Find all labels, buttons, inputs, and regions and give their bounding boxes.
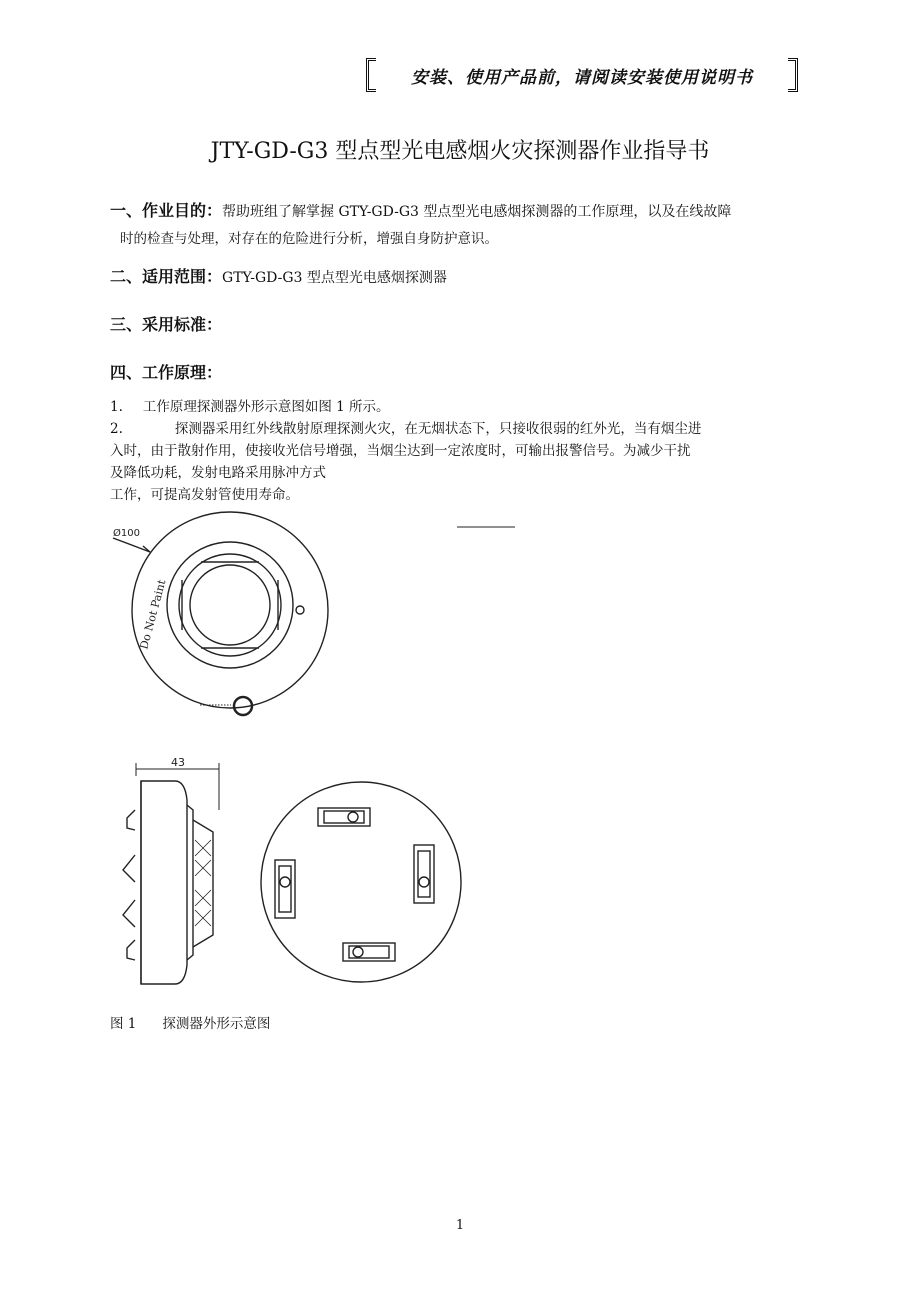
- diameter-label: Ø100: [113, 528, 140, 539]
- figure-caption-num: 图 1: [110, 1016, 137, 1032]
- principle-item-1-text: 工作原理探测器外形示意图如图 1 所示。: [142, 399, 390, 415]
- header-notice-text: 安装、使用产品前，请阅读安装使用说明书: [411, 67, 753, 88]
- principle-item-2-line3: 及降低功耗，发射电路采用脉冲方式: [110, 465, 326, 481]
- principle-item-1: [110, 396, 812, 418]
- section-scope-heading: 二、适用范围：: [110, 267, 223, 286]
- section-purpose: [110, 198, 731, 221]
- header-notice: [366, 58, 798, 92]
- principle-item-2-line2: 入时，由于散射作用，使接收光信号增强，当烟尘达到一定浓度时，可输出报警信号。为减少干扰: [110, 443, 691, 459]
- document-title: JTY-GD-G3 型点型光电感烟火灾探测器作业指导书: [210, 139, 710, 164]
- principle-item-2-line1: 探测器采用红外线散射原理探测火灾，在无烟状态下，只接收很弱的红外光，当有烟尘进: [174, 421, 702, 437]
- detector-top-view: [113, 512, 328, 715]
- do-not-paint-label: Do Not Paint: [137, 578, 169, 651]
- figure-caption: [110, 1012, 270, 1032]
- section-standard-heading: 三、采用标准：: [110, 315, 223, 334]
- principle-item-2-num: 2.: [110, 421, 123, 437]
- section-purpose-text-line1: 帮助班组了解掌握 GTY-GD-G3 型点型光电感烟探测器的工作原理，以及在线故障: [222, 204, 732, 220]
- section-scope: [110, 264, 447, 287]
- detector-base-view: [261, 782, 461, 982]
- notice-bracket-right: [788, 58, 798, 92]
- page-number: 1: [455, 1218, 465, 1233]
- principle-item-2-line4: 工作，可提高发射管使用寿命。: [110, 487, 299, 503]
- detector-outline-figure: [105, 510, 525, 1000]
- dimension-43-label: 43: [171, 756, 185, 769]
- principle-item-1-num: 1.: [110, 399, 123, 415]
- detector-side-view: [123, 763, 219, 984]
- principle-item-2: [110, 418, 812, 440]
- section-principle-heading: 四、工作原理：: [110, 363, 223, 382]
- section-purpose-text-line2: 时的检查与处理，对存在的危险进行分析，增强自身防护意识。: [120, 231, 498, 247]
- figure-caption-text: 探测器外形示意图: [162, 1016, 271, 1032]
- notice-bracket-left: [366, 58, 376, 92]
- section-standard: [110, 312, 222, 335]
- section-scope-text: GTY-GD-G3 型点型光电感烟探测器: [222, 270, 447, 286]
- section-principle: [110, 360, 222, 383]
- section-purpose-heading: 一、作业目的：: [110, 201, 223, 220]
